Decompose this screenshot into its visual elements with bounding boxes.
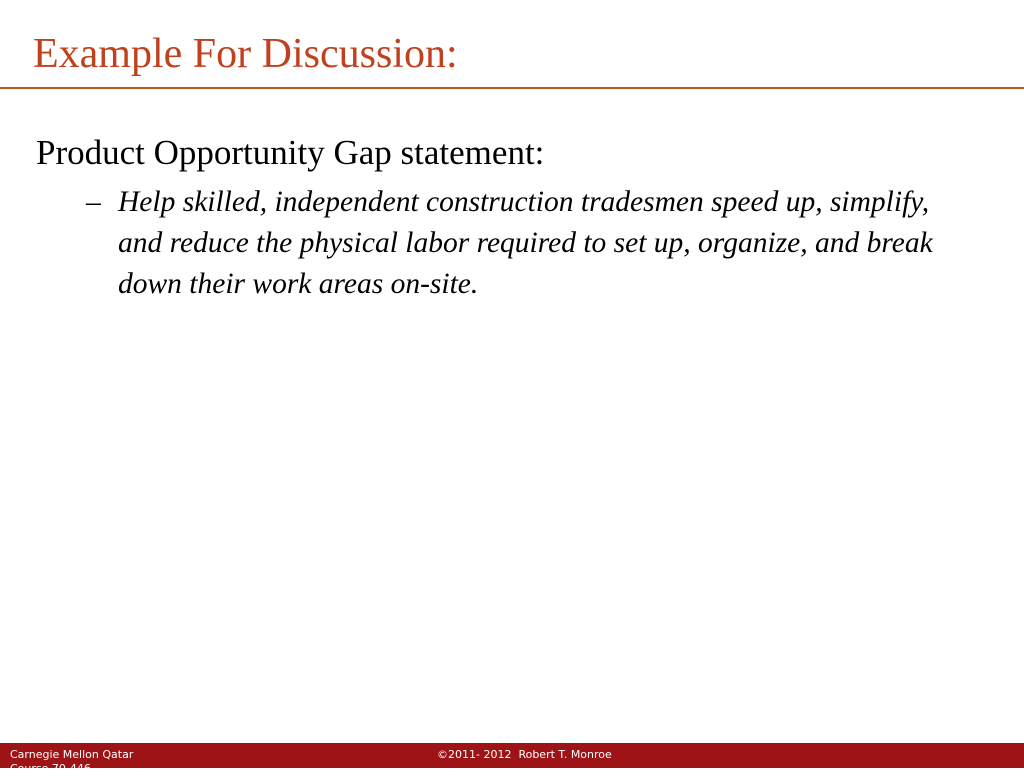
footer-course: Course 70-446 — [10, 762, 91, 775]
sub-bullet — [36, 182, 948, 305]
body-heading: Product Opportunity Gap statement: — [36, 133, 545, 172]
slide-body — [36, 132, 996, 305]
footer-copyright: ©2011- 2012 Robert T. Monroe — [437, 748, 612, 761]
footer-bar — [0, 743, 1024, 775]
sub-bullet-text: Help skilled, independent construction tradesmen speed up, simplify, and reduce the physical labor required to set up, organize, and break down their work areas on-site. — [118, 186, 933, 300]
title-divider — [0, 87, 1024, 89]
footer-institution: Carnegie Mellon Qatar — [10, 748, 134, 761]
bullet-dash: – — [86, 186, 101, 218]
slide-title: Example For Discussion: — [33, 31, 458, 77]
